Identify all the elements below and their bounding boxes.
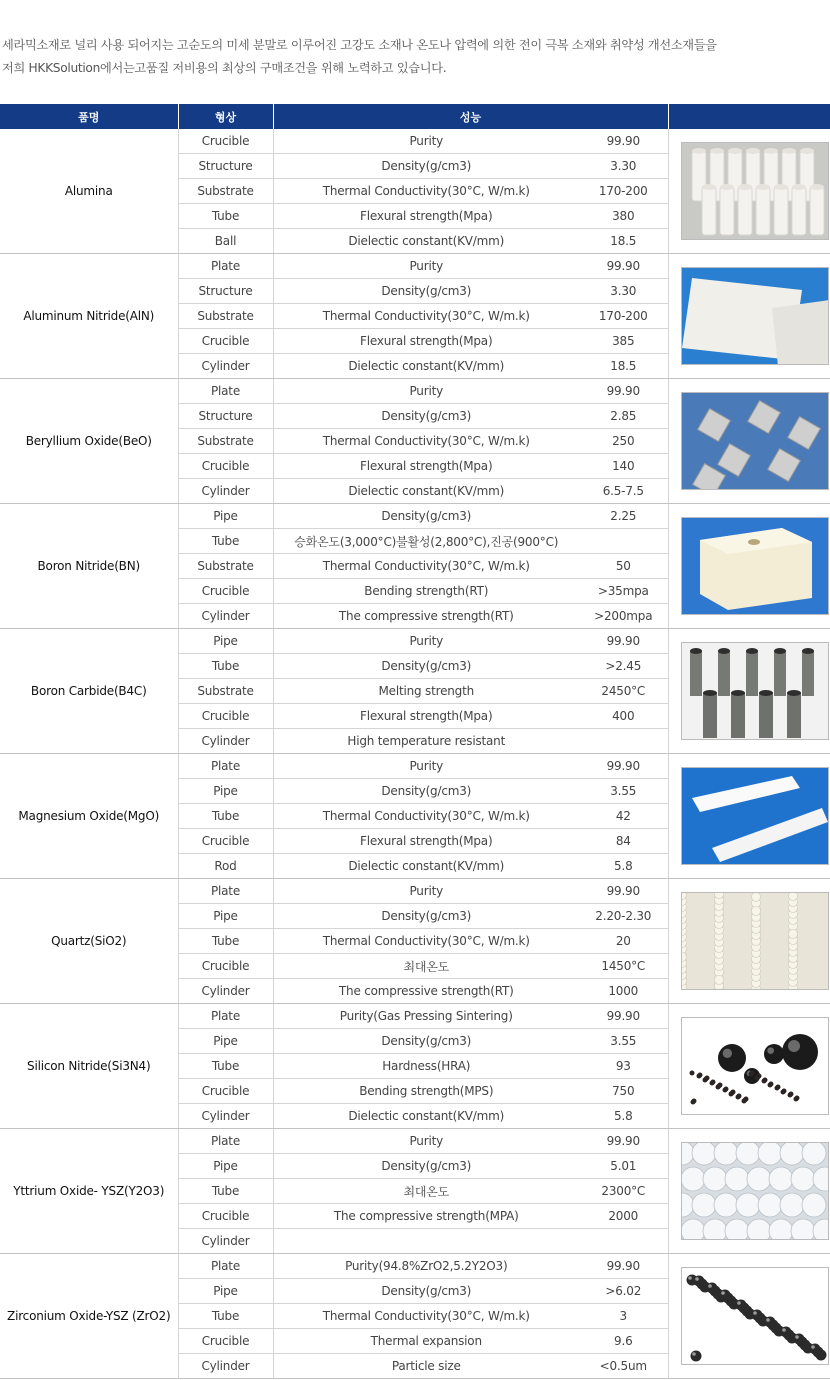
property-name: Density(g/cm3)	[273, 779, 579, 804]
property-value: 99.90	[579, 129, 668, 154]
table-row	[0, 254, 830, 279]
property-value: 385	[579, 329, 668, 354]
property-value: 2.25	[579, 504, 668, 529]
property-name: Density(g/cm3)	[273, 279, 579, 304]
material-shape: Plate	[178, 1129, 273, 1154]
property-name: Thermal expansion	[273, 1329, 579, 1354]
material-shape: Structure	[178, 404, 273, 429]
property-value: 2000	[579, 1204, 668, 1229]
property-value: 2300°C	[579, 1179, 668, 1204]
property-name: The compressive strength(MPA)	[273, 1204, 579, 1229]
table-row	[0, 629, 830, 654]
table-row	[0, 1004, 830, 1029]
property-name: 최대온도	[273, 1179, 579, 1204]
property-value: 99.90	[579, 1129, 668, 1154]
table-row	[0, 1254, 830, 1279]
zro2-black-balls-photo	[681, 1267, 829, 1365]
property-name: Density(g/cm3)	[273, 1154, 579, 1179]
property-name: Thermal Conductivity(30°C, W/m.k)	[273, 929, 579, 954]
property-name: Purity	[273, 754, 579, 779]
property-value: 2.85	[579, 404, 668, 429]
property-value: 3.30	[579, 279, 668, 304]
quartz-beads-photo	[681, 892, 829, 990]
property-value: 5.01	[579, 1154, 668, 1179]
property-name: Density(g/cm3)	[273, 1029, 579, 1054]
property-name: Dielectic constant(KV/mm)	[273, 229, 579, 254]
property-name: 최대온도	[273, 954, 579, 979]
material-shape: Crucible	[178, 954, 273, 979]
material-shape: Pipe	[178, 904, 273, 929]
table-row	[0, 1129, 830, 1154]
material-name: Yttrium Oxide- YSZ(Y2O3)	[0, 1129, 178, 1254]
material-name: Magnesium Oxide(MgO)	[0, 754, 178, 879]
property-name: Dielectic constant(KV/mm)	[273, 354, 579, 379]
property-value: 5.8	[579, 854, 668, 879]
material-shape: Cylinder	[178, 979, 273, 1004]
material-shape: Substrate	[178, 429, 273, 454]
material-shape: Pipe	[178, 629, 273, 654]
material-image-cell	[668, 379, 830, 504]
property-value	[579, 529, 668, 554]
property-name: Density(g/cm3)	[273, 154, 579, 179]
material-name: Aluminum Nitride(AlN)	[0, 254, 178, 379]
material-shape: Cylinder	[178, 354, 273, 379]
property-value: 84	[579, 829, 668, 854]
bn-block-photo	[681, 517, 829, 615]
material-image-cell	[668, 629, 830, 754]
property-name: Flexural strength(Mpa)	[273, 704, 579, 729]
property-value: 380	[579, 204, 668, 229]
property-value: 20	[579, 929, 668, 954]
property-value: 3.55	[579, 779, 668, 804]
material-image-cell	[668, 1254, 830, 1379]
property-name: Dielectic constant(KV/mm)	[273, 854, 579, 879]
property-name: Hardness(HRA)	[273, 1054, 579, 1079]
material-shape: Plate	[178, 754, 273, 779]
property-name: Density(g/cm3)	[273, 404, 579, 429]
material-image-cell	[668, 129, 830, 254]
property-name: Density(g/cm3)	[273, 904, 579, 929]
material-shape: Tube	[178, 804, 273, 829]
property-value	[579, 729, 668, 754]
property-name: The compressive strength(RT)	[273, 604, 579, 629]
material-shape: Crucible	[178, 829, 273, 854]
property-value: >2.45	[579, 654, 668, 679]
material-shape: Rod	[178, 854, 273, 879]
property-value: 99.90	[579, 1004, 668, 1029]
property-value: 2450°C	[579, 679, 668, 704]
header-shape: 형상	[178, 104, 273, 129]
material-shape: Crucible	[178, 1079, 273, 1104]
material-shape: Plate	[178, 879, 273, 904]
material-shape: Plate	[178, 254, 273, 279]
property-name: Dielectic constant(KV/mm)	[273, 479, 579, 504]
property-value: 50	[579, 554, 668, 579]
material-shape: Pipe	[178, 1029, 273, 1054]
property-name: Purity	[273, 629, 579, 654]
material-shape: Tube	[178, 654, 273, 679]
property-value: 99.90	[579, 879, 668, 904]
property-value: 3.55	[579, 1029, 668, 1054]
property-value: 170-200	[579, 304, 668, 329]
material-shape: Structure	[178, 154, 273, 179]
property-value	[579, 1229, 668, 1254]
material-shape: Substrate	[178, 554, 273, 579]
material-shape: Pipe	[178, 504, 273, 529]
material-name: Boron Carbide(B4C)	[0, 629, 178, 754]
table-row	[0, 379, 830, 404]
property-value: 1000	[579, 979, 668, 1004]
property-value: 1450°C	[579, 954, 668, 979]
material-shape: Crucible	[178, 329, 273, 354]
material-shape: Cylinder	[178, 1229, 273, 1254]
material-shape: Ball	[178, 229, 273, 254]
material-shape: Substrate	[178, 304, 273, 329]
si3n4-balls-photo	[681, 1017, 829, 1115]
property-value: 42	[579, 804, 668, 829]
property-name	[273, 1229, 579, 1254]
property-name: 승화온도(3,000°C)불활성(2,800°C),진공(900°C)	[273, 529, 579, 554]
property-value: 99.90	[579, 629, 668, 654]
property-value: 9.6	[579, 1329, 668, 1354]
property-value: <0.5um	[579, 1354, 668, 1379]
property-value: 3	[579, 1304, 668, 1329]
material-shape: Plate	[178, 1254, 273, 1279]
material-shape: Plate	[178, 1004, 273, 1029]
material-shape: Tube	[178, 929, 273, 954]
property-value: 140	[579, 454, 668, 479]
property-name: Flexural strength(Mpa)	[273, 329, 579, 354]
beo-tiles-photo	[681, 392, 829, 490]
material-name: Silicon Nitride(Si3N4)	[0, 1004, 178, 1129]
header-image	[668, 104, 830, 129]
material-image-cell	[668, 1004, 830, 1129]
material-shape: Crucible	[178, 1329, 273, 1354]
property-name: Purity(Gas Pressing Sintering)	[273, 1004, 579, 1029]
property-name: Thermal Conductivity(30°C, W/m.k)	[273, 554, 579, 579]
table-row	[0, 754, 830, 779]
property-name: Density(g/cm3)	[273, 1279, 579, 1304]
material-shape: Pipe	[178, 1154, 273, 1179]
material-shape: Substrate	[178, 179, 273, 204]
property-name: Density(g/cm3)	[273, 504, 579, 529]
material-image-cell	[668, 879, 830, 1004]
property-value: 99.90	[579, 754, 668, 779]
intro-line-1: 세라믹소재로 널리 사용 되어지는 고순도의 미세 분말로 이루어진 고강도 소재나 온도나 압력에 의한 전이 극복 소재와 취약성 개선소재들을	[2, 38, 717, 52]
property-name: Purity	[273, 879, 579, 904]
table-row	[0, 129, 830, 154]
property-name: Purity	[273, 254, 579, 279]
property-name: Melting strength	[273, 679, 579, 704]
material-shape: Tube	[178, 204, 273, 229]
materials-table	[0, 104, 830, 1379]
table-body	[0, 129, 830, 1379]
material-shape: Tube	[178, 529, 273, 554]
material-shape: Tube	[178, 1304, 273, 1329]
property-name: Bending strength(RT)	[273, 579, 579, 604]
material-shape: Cylinder	[178, 604, 273, 629]
property-name: Purity	[273, 129, 579, 154]
material-shape: Crucible	[178, 129, 273, 154]
property-name: Bending strength(MPS)	[273, 1079, 579, 1104]
intro-line-2: 저희 HKKSolution에서는고품질 저비용의 최상의 구매조건을 위해 노력하고 있습니다.	[2, 61, 447, 75]
property-name: The compressive strength(RT)	[273, 979, 579, 1004]
property-value: 2.20-2.30	[579, 904, 668, 929]
property-name: Thermal Conductivity(30°C, W/m.k)	[273, 804, 579, 829]
b4c-tubes-photo	[681, 642, 829, 740]
material-shape: Crucible	[178, 704, 273, 729]
material-shape: Cylinder	[178, 729, 273, 754]
property-name: Purity	[273, 1129, 579, 1154]
property-value: 5.8	[579, 1104, 668, 1129]
property-value: 170-200	[579, 179, 668, 204]
aln-plates-photo	[681, 267, 829, 365]
mgo-rods-photo	[681, 767, 829, 865]
property-name: Purity	[273, 379, 579, 404]
property-value: >6.02	[579, 1279, 668, 1304]
property-name: High temperature resistant	[273, 729, 579, 754]
property-name: Thermal Conductivity(30°C, W/m.k)	[273, 304, 579, 329]
property-value: >35mpa	[579, 579, 668, 604]
material-shape: Cylinder	[178, 1354, 273, 1379]
property-name: Purity(94.8%ZrO2,5.2Y2O3)	[273, 1254, 579, 1279]
property-value: 750	[579, 1079, 668, 1104]
property-value: 18.5	[579, 229, 668, 254]
material-image-cell	[668, 754, 830, 879]
material-image-cell	[668, 254, 830, 379]
material-name: Alumina	[0, 129, 178, 254]
material-name: Boron Nitride(BN)	[0, 504, 178, 629]
property-name: Thermal Conductivity(30°C, W/m.k)	[273, 1304, 579, 1329]
material-shape: Cylinder	[178, 1104, 273, 1129]
property-value: 99.90	[579, 254, 668, 279]
property-name: Dielectic constant(KV/mm)	[273, 1104, 579, 1129]
property-name: Particle size	[273, 1354, 579, 1379]
alumina-crucibles-photo	[681, 142, 829, 240]
property-name: Flexural strength(Mpa)	[273, 829, 579, 854]
header-performance: 성능	[273, 104, 668, 129]
property-value: 6.5-7.5	[579, 479, 668, 504]
material-shape: Plate	[178, 379, 273, 404]
material-shape: Structure	[178, 279, 273, 304]
table-row	[0, 879, 830, 904]
material-name: Beryllium Oxide(BeO)	[0, 379, 178, 504]
material-shape: Tube	[178, 1179, 273, 1204]
material-shape: Pipe	[178, 779, 273, 804]
property-name: Density(g/cm3)	[273, 654, 579, 679]
ysz-white-balls-photo	[681, 1142, 829, 1240]
material-name: Quartz(SiO2)	[0, 879, 178, 1004]
material-shape: Tube	[178, 1054, 273, 1079]
material-image-cell	[668, 1129, 830, 1254]
property-value: 3.30	[579, 154, 668, 179]
property-value: 250	[579, 429, 668, 454]
material-shape: Pipe	[178, 1279, 273, 1304]
property-value: 99.90	[579, 379, 668, 404]
property-value: 93	[579, 1054, 668, 1079]
intro-text	[2, 34, 828, 80]
property-value: 400	[579, 704, 668, 729]
property-name: Thermal Conductivity(30°C, W/m.k)	[273, 179, 579, 204]
material-name: Zirconium Oxide-YSZ (ZrO2)	[0, 1254, 178, 1379]
material-shape: Crucible	[178, 454, 273, 479]
table-row	[0, 504, 830, 529]
property-name: Thermal Conductivity(30°C, W/m.k)	[273, 429, 579, 454]
property-name: Flexural strength(Mpa)	[273, 204, 579, 229]
material-image-cell	[668, 504, 830, 629]
property-value: 18.5	[579, 354, 668, 379]
property-value: 99.90	[579, 1254, 668, 1279]
property-name: Flexural strength(Mpa)	[273, 454, 579, 479]
material-shape: Substrate	[178, 679, 273, 704]
header-name: 품명	[0, 104, 178, 129]
material-shape: Crucible	[178, 1204, 273, 1229]
material-shape: Cylinder	[178, 479, 273, 504]
property-value: >200mpa	[579, 604, 668, 629]
table-header-row	[0, 104, 830, 129]
material-shape: Crucible	[178, 579, 273, 604]
